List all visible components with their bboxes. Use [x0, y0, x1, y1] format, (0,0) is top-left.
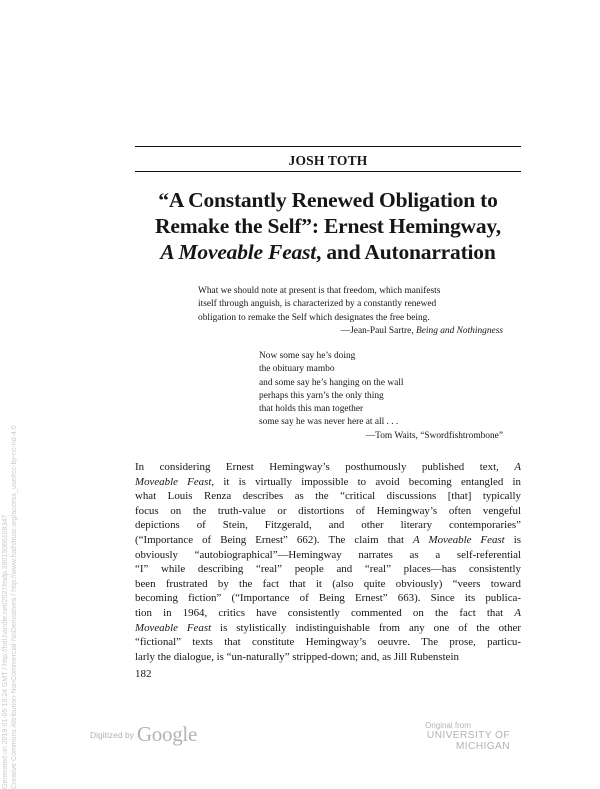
institution-name: UNIVERSITY OF MICHIGAN [426, 730, 510, 752]
author-underline [135, 171, 521, 172]
epigraph-line: and some say he’s hanging on the wall [259, 377, 404, 388]
side-notice-line-1: Generated on 2019-01-05 19:24 GMT / http://hdl.handle.net/2027/mdp.39015066109347 [2, 514, 9, 789]
title-line-3-rest: , and Autonarration [316, 240, 496, 264]
epigraph-line: perhaps this yarn’s the only thing [259, 390, 384, 401]
epigraph-waits [259, 350, 503, 443]
author-name: JOSH TOTH [288, 153, 368, 168]
body-line: Moveable Feast, it is virtually impossible to avoid becoming entangled in [135, 475, 521, 488]
title-line-2: Remake the Self”: Ernest Hemingway, [155, 214, 501, 238]
body-line: becoming fiction” (“Importance of Being Ernest” 663). Since its publica- [135, 592, 521, 605]
epigraph-line: Now some say he’s doing [259, 351, 356, 361]
body-line: (“Importance of Being Ernest” 662). The claim that A Moveable Feast is [135, 533, 521, 546]
title-line-3 [135, 239, 521, 265]
body-line: what Louis Renza describes as the “critical discussions [that] typically [135, 490, 521, 503]
body-line: “I” while describing “real” people and “real” places—has consistently [135, 563, 521, 576]
article-title [135, 187, 521, 265]
epigraph-line: that holds this man together [259, 404, 364, 415]
body-line: obviously “autobiographical”—Hemingway narrates as a self-referential [135, 548, 521, 561]
original-from-label: Original from [425, 721, 471, 730]
original-from-watermark [386, 721, 510, 752]
google-logo: Google [136, 722, 197, 746]
page-number: 182 [135, 668, 152, 680]
epigraph-line: some say he was never here at all . . . [259, 417, 399, 428]
attribution-author: —Jean-Paul Sartre, [340, 325, 417, 336]
epigraph-line: What we should note at present is that freedom, which manifests [198, 286, 441, 296]
body-line: tion in 1964, critics have consistently commented on the fact that A [135, 606, 521, 619]
attribution-work: Being and Nothingness [416, 325, 503, 336]
side-margin-notice [1, 189, 19, 789]
digitized-by-google-watermark [90, 722, 197, 747]
body-line: In considering Ernest Hemingway’s posthumously published text, A [135, 461, 521, 473]
top-rule [135, 146, 521, 147]
epigraph-line: the obituary mambo [259, 364, 335, 375]
body-line: depictions of Stein, Fitzgerald, and other literary contemporaries” [135, 519, 521, 532]
body-text [135, 460, 521, 664]
epigraph-sartre [198, 285, 503, 338]
epigraph-attribution: —Tom Waits, “Swordfishtrombone” [365, 430, 503, 441]
digitized-by-label: Digitized by [90, 729, 134, 740]
body-line: larly the dialogue, is “un-naturally” stripped-down; and, as Jill Rubenstein [135, 650, 459, 663]
body-line: focus on the truth-value or distortions of Hemingway’s often vengeful [135, 504, 521, 517]
side-notice-line-2: Creative Commons Attribution-NonCommercial-NoDerivatives / http://www.hathitrust.org/access_use#cc-by-nc-nd-4.0 [11, 425, 18, 789]
body-line: Moveable Feast is stylistically indistinguishable from any one of the other [135, 621, 521, 634]
title-line-1: “A Constantly Renewed Obligation to [158, 188, 498, 212]
body-line: been frustrated by the fact that it (also quite obviously) “veers toward [135, 577, 521, 590]
epigraph-line: obligation to remake the Self which designates the free being. [198, 312, 430, 323]
title-italic-work: A Moveable Feast [160, 240, 317, 264]
epigraph-attribution [198, 325, 503, 338]
body-line: “fictional” texts that constitute Hemingway’s oeuvre. The prose, particu- [135, 636, 521, 649]
epigraph-line: itself through anguish, is characterized by a constantly renewed [198, 299, 437, 310]
